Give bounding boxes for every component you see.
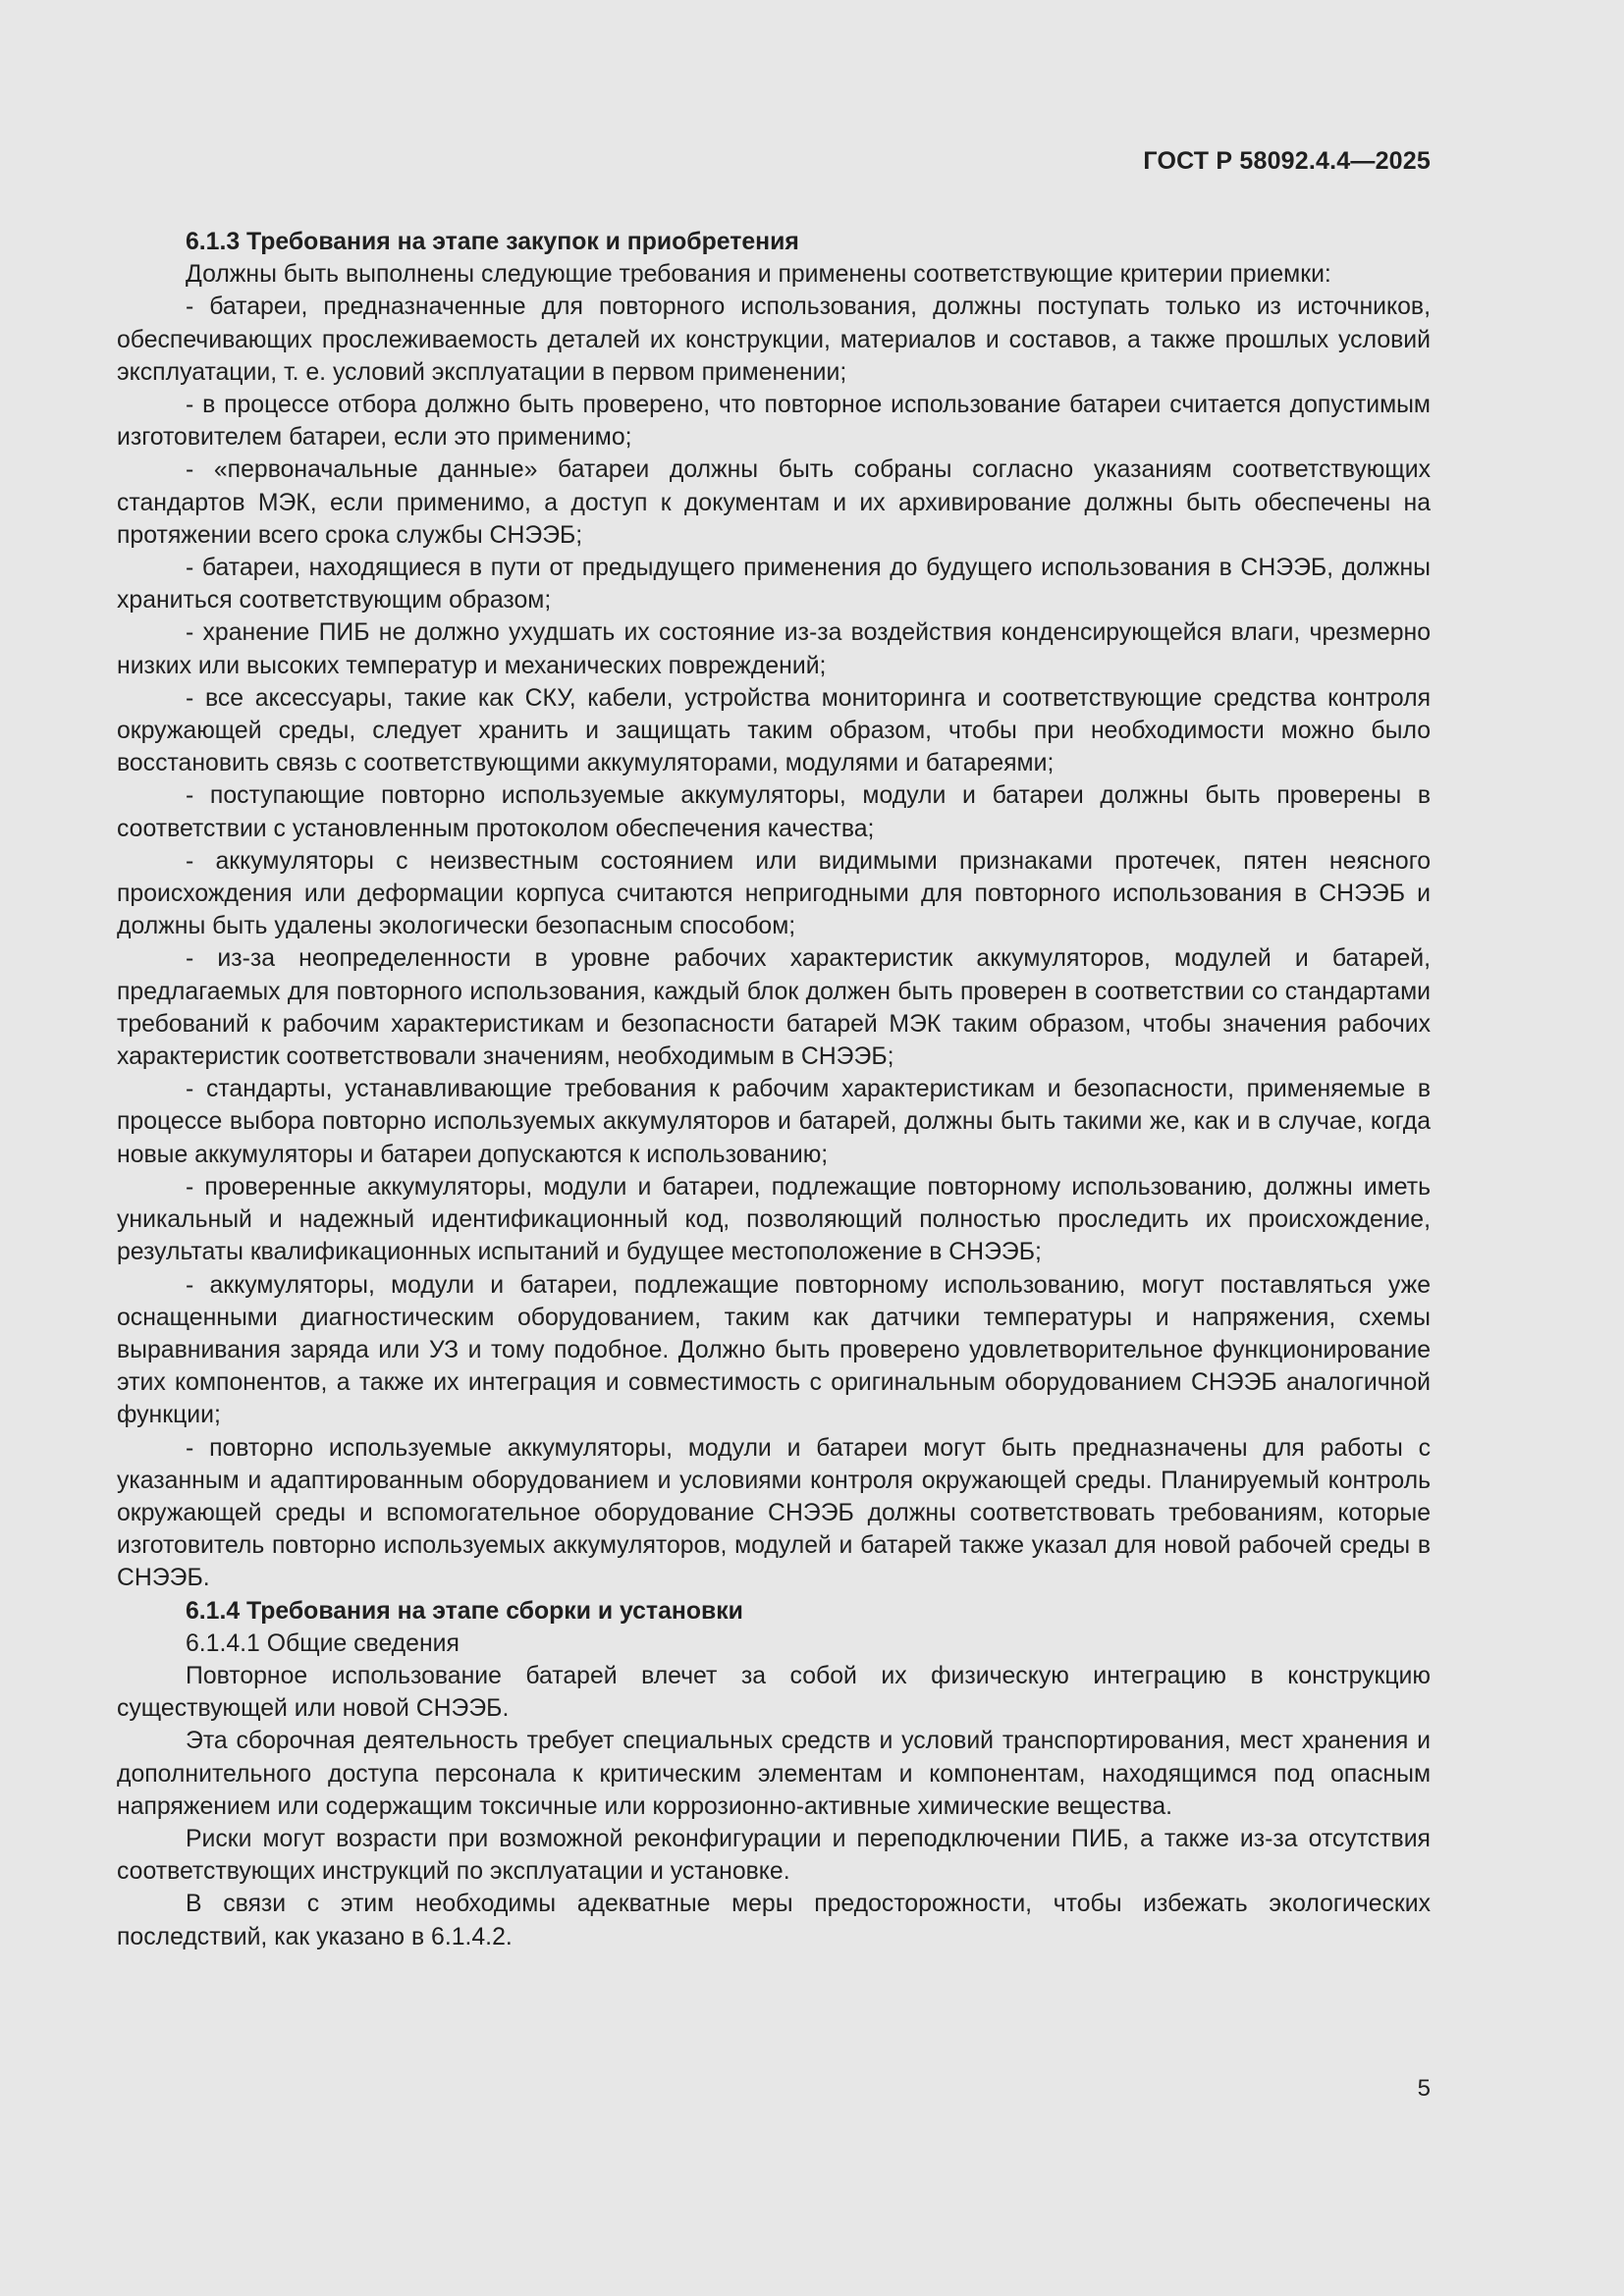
- paragraph: Должны быть выполнены следующие требования и применены соответствующие критерии приемки:: [186, 261, 1331, 289]
- requirement-list-item: - «первоначальные данные» батареи должны быть собраны согласно указаниям соответствующих стандартов МЭК, если применимо, а доступ к документам и их архивирование должны быть обеспечены на протяжении всего срока службы СНЭЭБ;: [117, 456, 1431, 549]
- document-code: ГОСТ Р 58092.4.4—2025: [1143, 147, 1431, 175]
- requirement-list-item: - поступающие повторно используемые аккумуляторы, модули и батареи должны быть проверены в соответствии с установленным протоколом обеспечения качества;: [117, 782, 1431, 842]
- paragraph: Риски могут возрасти при возможной реконфигурации и переподключении ПИБ, а также из-за отсутствия соответствующих инструкций по эксплуатации и установке.: [117, 1825, 1431, 1886]
- paragraph: Эта сборочная деятельность требует специальных средств и условий транспортирования, мест хранения и дополнительного доступа персонала к критическим элементам и компонентам, находящимся под опасным напряжением или содержащим токсичные или коррозионно-активные химические вещества.: [117, 1728, 1431, 1820]
- requirement-list-item: - аккумуляторы с неизвестным состоянием или видимыми признаками протечек, пятен неясного происхождения или деформации корпуса считаются непригодными для повторного использования в СНЭЭБ и должны быть удалены экологически безопасным способом;: [117, 847, 1431, 940]
- requirement-list-item: - хранение ПИБ не должно ухудшать их состояние из-за воздействия конденсирующейся влаги, чрезмерно низких или высоких температур и механических повреждений;: [117, 619, 1431, 679]
- requirement-list-item: - повторно используемые аккумуляторы, модули и батареи могут быть предназначены для работы с указанным и адаптированным оборудованием и условиями контроля окружающей среды. Планируемый контроль окружающей среды и вспомогательное оборудование СНЭЭБ должны соответствовать требованиям, которые изготовитель повторно используемых аккумуляторов, модулей и батарей также указал для новой рабочей среды в СНЭЭБ.: [117, 1434, 1431, 1592]
- paragraph: Повторное использование батарей влечет за собой их физическую интеграцию в конструкцию существующей или новой СНЭЭБ.: [117, 1662, 1431, 1723]
- requirement-list-item: - аккумуляторы, модули и батареи, подлежащие повторному использованию, могут поставляться уже оснащенными диагностическим оборудованием, таким как датчики температуры и напряжения, схемы выравнивания заряда или УЗ и тому подобное. Должно быть проверено удовлетворительное функционирование этих компонентов, а также их интеграция и совместимость с оригинальным оборудованием СНЭЭБ аналогичной функции;: [117, 1271, 1431, 1429]
- page-number: 5: [1417, 2075, 1431, 2102]
- requirement-list-item: - стандарты, устанавливающие требования к рабочим характеристикам и безопасности, применяемые в процессе выбора повторно используемых аккумуляторов и батарей, должны быть такими же, как и в случае, когда новые аккумуляторы и батареи допускаются к использованию;: [117, 1076, 1431, 1168]
- requirement-list-item: - все аксессуары, такие как СКУ, кабели, устройства мониторинга и соответствующие средства контроля окружающей среды, следует хранить и защищать таким образом, чтобы при необходимости можно было восстановить связь с соответствующими аккумуляторами, модулями и батареями;: [117, 684, 1431, 777]
- section-heading: 6.1.4 Требования на этапе сборки и установки: [186, 1597, 743, 1625]
- section-heading: 6.1.3 Требования на этапе закупок и приобретения: [186, 229, 799, 255]
- requirement-list-item: - в процессе отбора должно быть проверено, что повторное использование батареи считается допустимым изготовителем батареи, если это применимо;: [117, 392, 1431, 452]
- paragraph: В связи с этим необходимы адекватные меры предосторожности, чтобы избежать экологических последствий, как указано в 6.1.4.2.: [117, 1891, 1431, 1950]
- requirement-list-item: - из-за неопределенности в уровне рабочих характеристик аккумуляторов, модулей и батарей, предлагаемых для повторного использования, каждый блок должен быть проверен в соответствии со стандартами требований к рабочим характеристикам и безопасности батарей МЭК таким образом, чтобы значения рабочих характеристик соответствовали значениям, необходимым в СНЭЭБ;: [117, 945, 1431, 1071]
- subsection-heading: 6.1.4.1 Общие сведения: [186, 1629, 460, 1657]
- page-body: [117, 226, 1431, 1953]
- requirement-list-item: - батареи, находящиеся в пути от предыдущего применения до будущего использования в СНЭЭБ, должны храниться соответствующим образом;: [117, 555, 1431, 614]
- requirement-list-item: - проверенные аккумуляторы, модули и батареи, подлежащие повторному использованию, должны иметь уникальный и надежный идентификационный код, позволяющий полностью проследить их происхождение, результаты квалификационных испытаний и будущее местоположение в СНЭЭБ;: [117, 1173, 1431, 1266]
- requirement-list-item: - батареи, предназначенные для повторного использования, должны поступать только из источников, обеспечивающих прослеживаемость деталей их конструкции, материалов и составов, а также прошлых условий эксплуатации, т. е. условий эксплуатации в первом применении;: [117, 294, 1431, 386]
